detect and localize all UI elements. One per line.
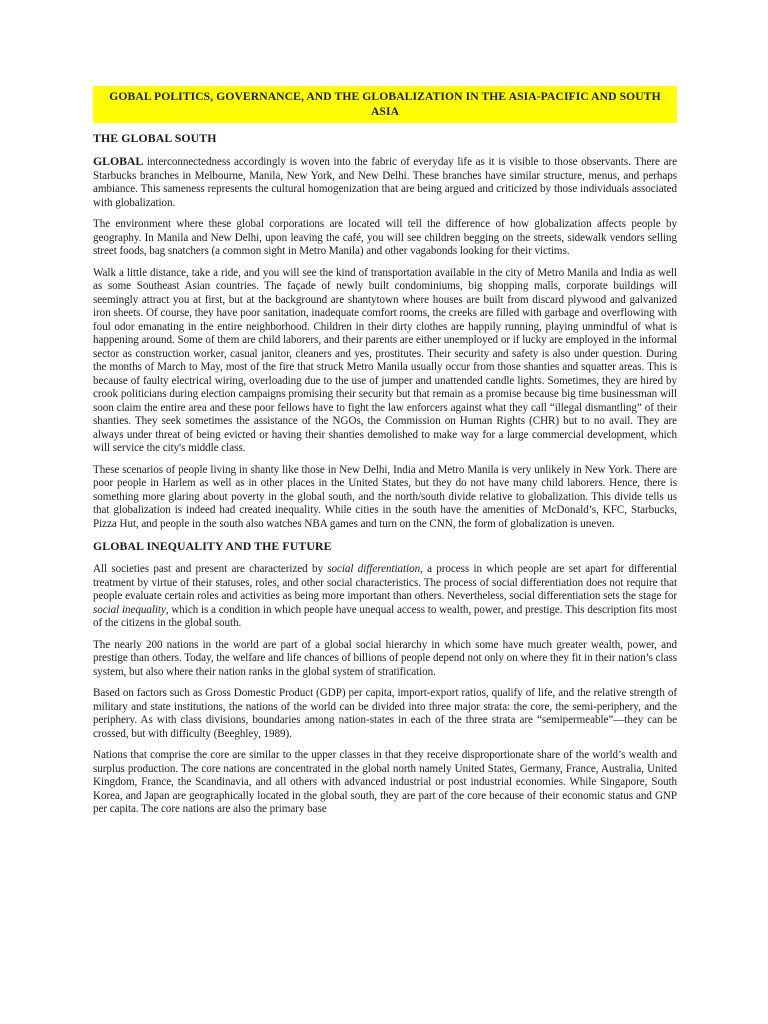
document-title: GOBAL POLITICS, GOVERNANCE, AND THE GLOBALIZATION IN THE ASIA-PACIFIC AND SOUTH ASIA bbox=[93, 86, 677, 123]
paragraph bbox=[93, 155, 677, 210]
paragraph: The environment where these global corporations are located will tell the difference of how globalization affects people by geography. In Manila and New Delhi, upon leaving the café, you will see children begging on the streets, sidewalk vendors selling street foods, bag snatchers (a common sight in Metro Manila) and other vagabonds looking for their victims. bbox=[93, 218, 677, 257]
paragraph-lead-word: GLOBAL bbox=[93, 154, 144, 168]
paragraph: Nations that comprise the core are similar to the upper classes in that they receive disproportionate share of the world’s wealth and surplus production. The core nations are concentrated in the global north namely United States, Germany, France, Australia, United Kingdom, France, the Scandinavia, and all others with advanced industrial or post industrial economies. While Singapore, South Korea, and Japan are geographically located in the global south, they are part of the core because of their economic status and GNP per capita. The core nations are also the primary base bbox=[93, 749, 677, 815]
paragraph-text: , a process in which people are set apart for differential treatment by virtue of their statuses, roles, and other social characteristics. The process of social differentiation does not require that people evaluate certain roles and activities as being more important than others. Nevertheless, social differentiation sets the stage for bbox=[93, 563, 677, 602]
paragraph-text: , which is a condition in which people have unequal access to wealth, power, and prestige. This description fits most of the citizens in the global south. bbox=[93, 603, 677, 629]
section-heading-global-inequality: GLOBAL INEQUALITY AND THE FUTURE bbox=[93, 539, 332, 553]
paragraph: Based on factors such as Gross Domestic Product (GDP) per capita, import-export ratios, qualify of life, and the relative strength of military and state institutions, the nations of the world can be divided into three major strata: the core, the semi-periphery, and the periphery. As with class divisions, boundaries among nation-states in each of the three strata are “semipermeable”—they can be crossed, but with difficulty (Beeghley, 1989). bbox=[93, 687, 677, 740]
paragraph: Walk a little distance, take a ride, and you will see the kind of transportation available in the city of Metro Manila and India as well as some Southeast Asian countries. The façade of newly built condominiums, big shopping malls, corporate buildings will seemingly attract you at first, but at the background are shantytown where houses are built from discard plywood and galvanized iron sheets. Of course, they have poor sanitation, inadequate comfort rooms, the creeks are filled with garbage and overflowing with foul odor emanating in the entire neighborhood. Children in their dirty clothes are happily running, playing unmindful of what is happening around. Some of them are child laborers, and their parents are either unemployed or if lucky are employed in the informal sector as construction worker, casual janitor, cleaners and yes, prostitutes. Their security and safety is also under question. During the months of March to May, most of the fire that struck Metro Manila usually occur from those shanties and squatter areas. This is because of faulty electrical wiring, overloading due to the use of jumper and unattended candle lights. Sometimes, they are hired by crook politicians during election campaigns promising their security but that remain as a promise because big time businessman will soon claim the entire area and these poor fellows have to fight the law enforcers against what they call “illegal dismantling” of their shanties. They seek sometimes the assistance of the NGOs, the Commission on Human Rights (CHR) but to no avail. They are always under threat of being evicted or having their shanties demolished to make way for a large commercial development, which will service the city's middle class. bbox=[93, 266, 677, 454]
section-heading-global-south: THE GLOBAL SOUTH bbox=[93, 131, 217, 145]
paragraph bbox=[93, 563, 677, 631]
paragraph: These scenarios of people living in shanty like those in New Delhi, India and Metro Manila is very unlikely in New York. There are poor people in Harlem as well as in other places in the United States, but they do not have many child laborers. Hence, there is something more glaring about poverty in the global south, and the north/south divide relative to globalization. This divide tells us that globalization is indeed had created inequality. While cities in the south have the amenities of McDonald’s, KFC, Starbucks, Pizza Hut, and people in the south also watches NBA games and turn on the CNN, the form of globalization is uneven. bbox=[93, 463, 677, 530]
emphasis-term: social differentiation bbox=[327, 563, 421, 575]
paragraph-text: All societies past and present are characterized by bbox=[93, 563, 328, 575]
emphasis-term: social inequality bbox=[93, 603, 166, 616]
paragraph-text: interconnectedness accordingly is woven into the fabric of everyday life as it is visible to those observants. There are Starbucks branches in Melbourne, Manila, New York, and New Delhi. These branches have similar structure, menus, and perhaps ambiance. This sameness represents the cultural homogenization that are being argued and criticized by those individuals associated with globalization. bbox=[93, 156, 677, 209]
paragraph: The nearly 200 nations in the world are part of a global social hierarchy in which some have much greater wealth, power, and prestige than others. Today, the welfare and life chances of billions of people depend not only on where they fit in their nation’s class system, but also where their nation ranks in the global system of stratification. bbox=[93, 638, 677, 678]
